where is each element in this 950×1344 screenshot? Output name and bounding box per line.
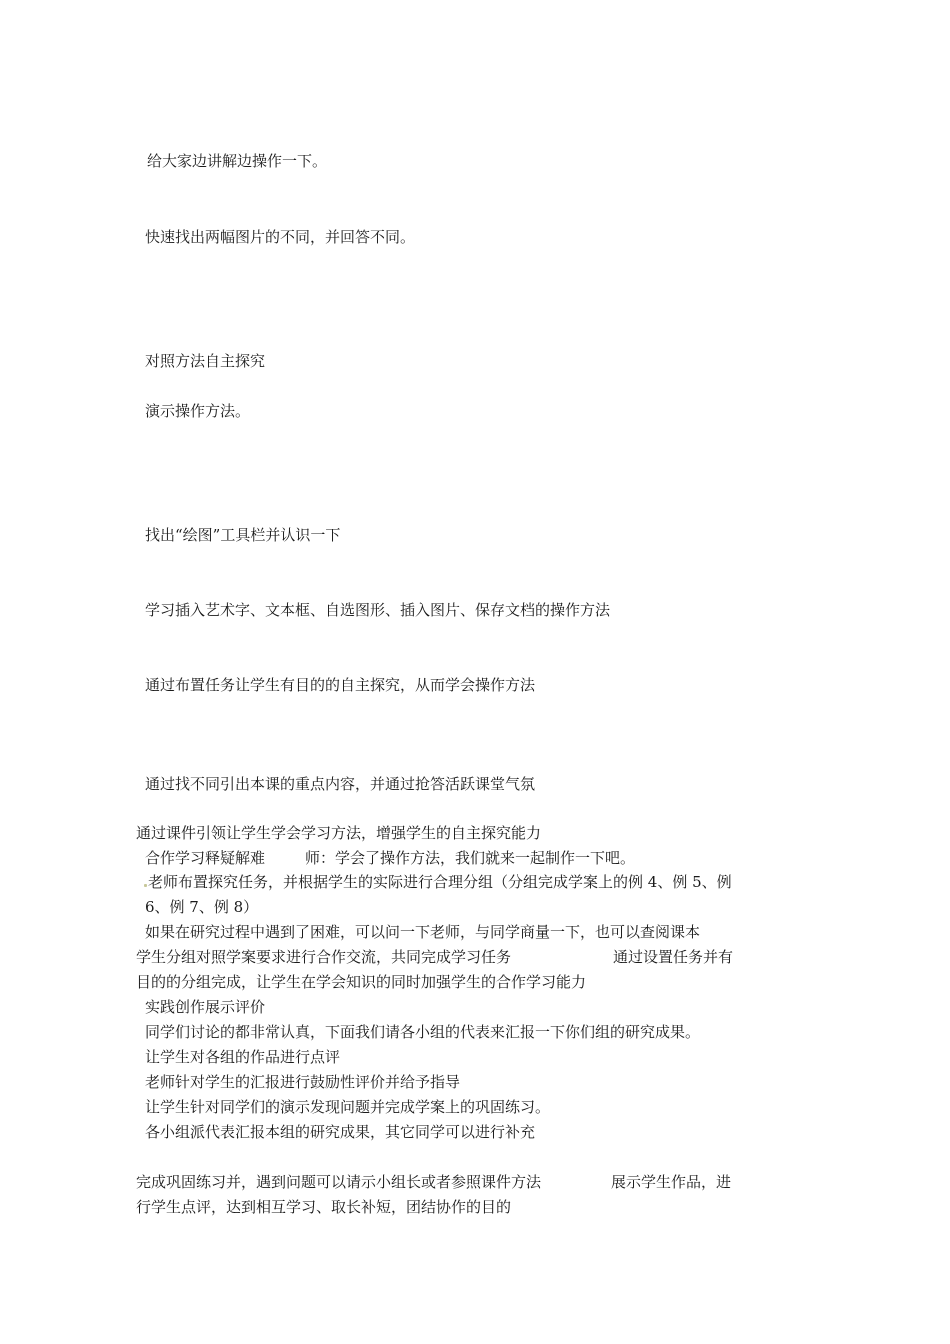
text-line-14 <box>136 948 733 966</box>
group-work: 学生分组对照学案要求进行合作交流，共同完成学习任务 <box>136 948 512 966</box>
text-line-21: 各小组派代表汇报本组的研究成果，其它同学可以进行补充 <box>145 1123 536 1141</box>
text-line-2: 快速找出两幅图片的不同，并回答不同。 <box>145 228 416 246</box>
teacher-remark: 师：学会了操作方法，我们就来一起制作一下吧。 <box>305 849 636 867</box>
task-assignment: 老师布置探究任务，并根据学生的实际进行合理分组（分组完成学案上的例 4、例 5、例 <box>148 873 732 891</box>
text-line-8: 通过找不同引出本课的重点内容，并通过抢答活跃课堂气氛 <box>145 775 536 793</box>
text-line-3: 对照方法自主探究 <box>145 352 266 370</box>
task-purpose: 通过设置任务并有 <box>613 948 734 966</box>
text-line-17: 同学们讨论的都非常认真，下面我们请各小组的代表来汇报一下你们组的研究成果。 <box>145 1023 701 1041</box>
show-works: 展示学生作品，进 <box>611 1173 732 1191</box>
text-line-12: 6、例 7、例 8） <box>145 898 259 916</box>
text-line-20: 让学生针对同学们的演示发现问题并完成学案上的巩固练习。 <box>145 1098 551 1116</box>
practice-instruction: 完成巩固练习并，遇到问题可以请示小组长或者参照课件方法 <box>136 1173 542 1191</box>
text-line-1: 给大家边讲解边操作一下。 <box>147 152 328 170</box>
text-line-5: 找出“绘图”工具栏并认识一下 <box>145 526 341 544</box>
text-line-4: 演示操作方法。 <box>145 402 251 420</box>
text-line-11 <box>143 873 732 891</box>
text-line-10 <box>145 849 635 867</box>
text-line-19: 老师针对学生的汇报进行鼓励性评价并给予指导 <box>145 1073 461 1091</box>
bullet-dot <box>144 884 147 887</box>
text-line-23: 行学生点评，达到相互学习、取长补短，团结协作的目的 <box>136 1198 512 1216</box>
text-line-6: 学习插入艺术字、文本框、自选图形、插入图片、保存文档的操作方法 <box>145 601 611 619</box>
text-line-7: 通过布置任务让学生有目的的自主探究，从而学会操作方法 <box>145 676 536 694</box>
text-line-16: 实践创作展示评价 <box>145 998 266 1016</box>
text-line-15: 目的的分组完成，让学生在学会知识的同时加强学生的合作学习能力 <box>136 973 587 991</box>
text-line-9: 通过课件引领让学生学会学习方法，增强学生的自主探究能力 <box>136 824 542 842</box>
text-line-18: 让学生对各组的作品进行点评 <box>145 1048 341 1066</box>
text-line-13: 如果在研究过程中遇到了困难，可以问一下老师，与同学商量一下，也可以查阅课本 <box>145 923 701 941</box>
text-line-22 <box>136 1173 731 1191</box>
section-heading-cooperate: 合作学习释疑解难 <box>145 849 266 867</box>
